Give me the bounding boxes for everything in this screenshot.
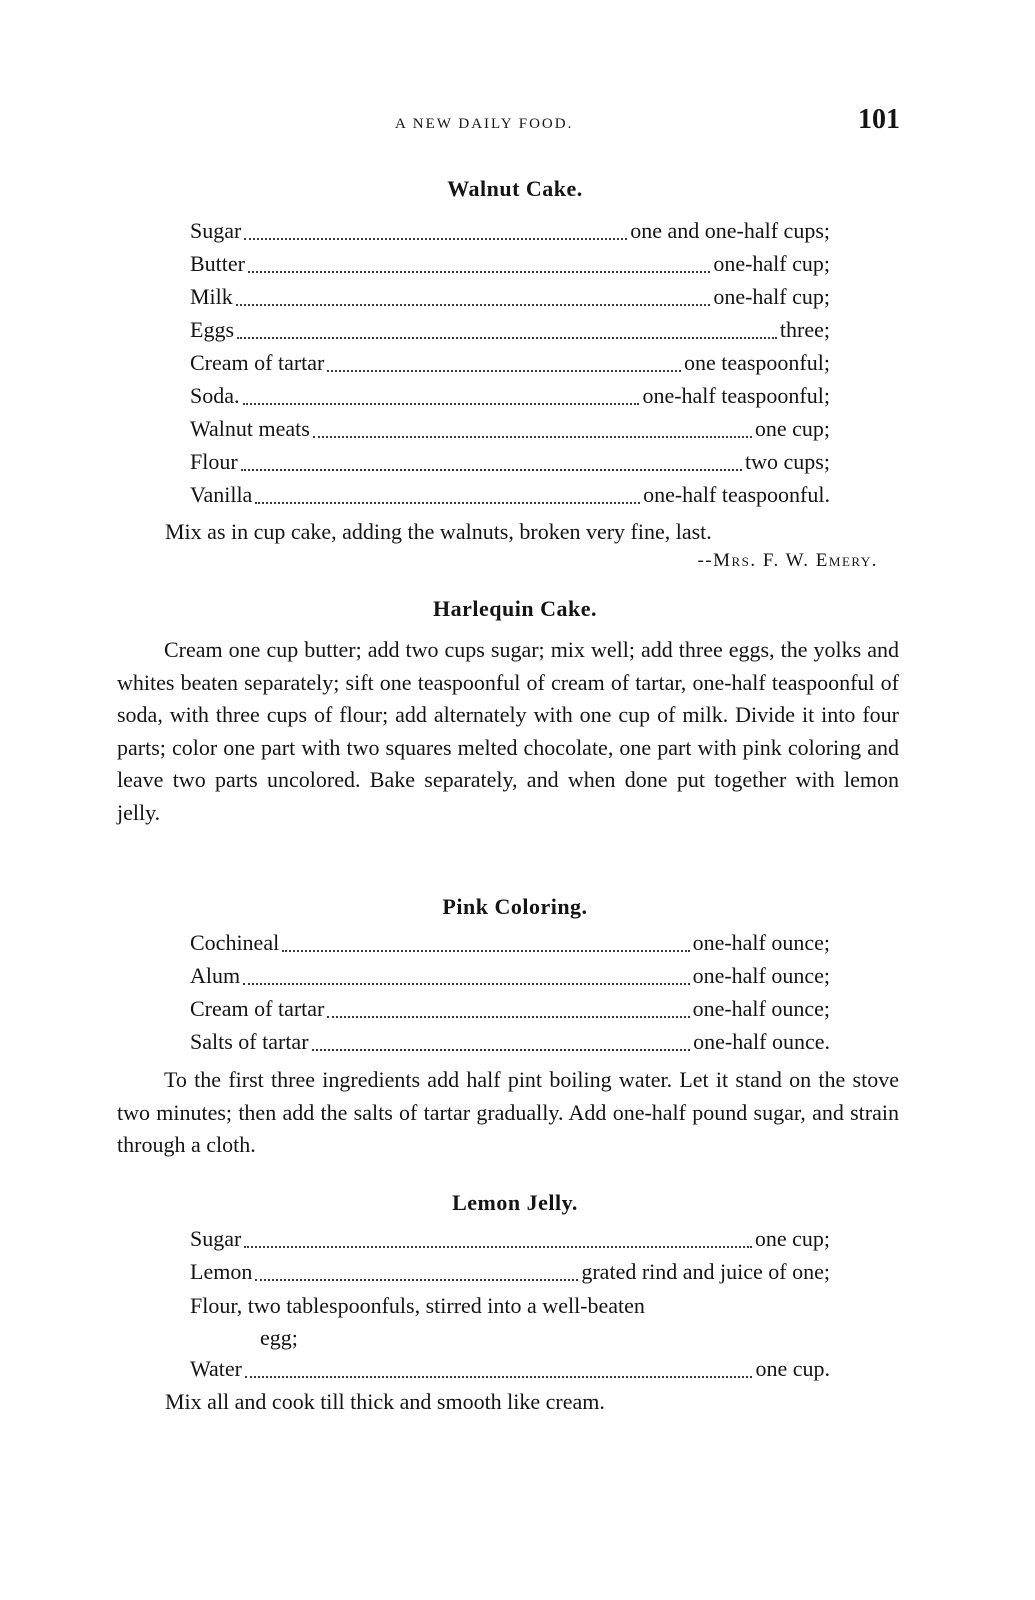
ingredient-row — [190, 214, 830, 247]
dot-leader — [244, 230, 627, 240]
ingredient-amount: one-half ounce; — [692, 930, 830, 955]
ingredient-row — [190, 280, 830, 313]
dot-leader — [243, 395, 640, 405]
lemon-jelly-title: Lemon Jelly. — [452, 1190, 578, 1215]
ingredient-amount: three; — [779, 317, 830, 342]
ingredient-name: Cochineal — [190, 930, 280, 955]
ingredient-row — [190, 1352, 830, 1385]
ingredient-name: Salts of tartar — [190, 1029, 309, 1054]
pink-coloring-text: To the first three ingredients add half pint boiling water. Let it stand on the stove two minutes; then add the salts of tartar gradually. Add one-half pound sugar, and strain through a cloth. — [117, 1067, 899, 1157]
attribution: --Mrs. F. W. Emery. — [697, 550, 878, 571]
dot-leader — [236, 296, 711, 306]
ingredient-row — [190, 346, 830, 379]
ingredient-amount: one cup; — [754, 1226, 830, 1251]
ingredient-row — [190, 478, 830, 511]
dot-leader — [244, 1238, 752, 1248]
dot-leader — [327, 362, 681, 372]
ingredient-name: Flour — [190, 449, 238, 474]
dot-leader — [245, 1368, 752, 1378]
ingredient-row — [190, 313, 830, 346]
page-number: 101 — [858, 104, 900, 135]
ingredient-row — [190, 992, 830, 1025]
ingredient-row — [190, 247, 830, 280]
dot-leader — [255, 1271, 578, 1281]
ingredient-amount: one-half teaspoonful. — [643, 482, 830, 507]
dot-leader — [248, 263, 710, 273]
dot-leader — [282, 942, 689, 952]
ingredient-amount: one-half ounce; — [692, 963, 830, 988]
ingredient-row — [190, 379, 830, 412]
ingredient-row — [190, 1222, 830, 1255]
pink-coloring-title: Pink Coloring. — [442, 894, 588, 919]
ingredient-amount: one-half cup; — [713, 284, 830, 309]
ingredient-name: Sugar — [190, 218, 242, 243]
ingredient-amount: grated rind and juice of one; — [581, 1259, 830, 1284]
ingredient-name: Water — [190, 1356, 242, 1381]
walnut-cake-note: Mix as in cup cake, adding the walnuts, broken very fine, last. — [165, 519, 712, 544]
dot-leader — [313, 428, 752, 438]
ingredient-amount: one teaspoonful; — [683, 350, 830, 375]
running-head — [0, 104, 1035, 144]
ingredient-amount: one-half ounce. — [693, 1029, 830, 1054]
ingredient-name: Alum — [190, 963, 241, 988]
dot-leader — [237, 329, 777, 339]
ingredient-name: Eggs — [190, 317, 234, 342]
ingredient-name: Vanilla — [190, 482, 253, 507]
dot-leader — [312, 1041, 691, 1051]
dot-leader — [327, 1008, 689, 1018]
lemon-jelly-note: Mix all and cook till thick and smooth like cream. — [165, 1389, 605, 1414]
ingredient-amount: one-half cup; — [713, 251, 830, 276]
pink-coloring-ingredients — [190, 926, 830, 1058]
ingredient-row — [190, 1255, 830, 1288]
ingredient-name: Lemon — [190, 1259, 253, 1284]
ingredient-name: Sugar — [190, 1226, 242, 1251]
harlequin-cake-text: Cream one cup butter; add two cups sugar; mix well; add three eggs, the yolks and whites beaten separately; sift one teaspoonful of cream of tartar, one-half teaspoonful of soda, with three cups of flour; add alternately with one cup of milk. Divide it into four parts; color one part with two squares melted chocolate, one part with pink coloring and leave two parts uncolored. Bake separately, and when done put together with lemon jelly. — [117, 637, 899, 825]
lemon-jelly-ingredients — [190, 1222, 830, 1288]
dot-leader — [241, 461, 742, 471]
ingredient-name: Walnut meats — [190, 416, 310, 441]
running-title: A NEW DAILY FOOD. — [395, 116, 574, 132]
flour-line: Flour, two tablespoonfuls, stirred into a well-beaten — [190, 1293, 645, 1318]
ingredient-row — [190, 1025, 830, 1058]
ingredient-amount: one cup; — [754, 416, 830, 441]
ingredient-row — [190, 412, 830, 445]
ingredient-row — [190, 959, 830, 992]
dot-leader — [243, 975, 689, 985]
ingredient-row — [190, 926, 830, 959]
walnut-cake-ingredients — [190, 214, 830, 511]
ingredient-name: Soda. — [190, 383, 240, 408]
ingredient-amount: one cup. — [755, 1356, 830, 1381]
flour-line-continuation: egg; — [260, 1325, 298, 1350]
ingredient-amount: one-half teaspoonful; — [642, 383, 830, 408]
ingredient-amount: two cups; — [745, 449, 830, 474]
walnut-cake-title: Walnut Cake. — [447, 176, 583, 201]
ingredient-name: Cream of tartar — [190, 996, 325, 1021]
harlequin-cake-title: Harlequin Cake. — [433, 596, 597, 621]
ingredient-name: Butter — [190, 251, 245, 276]
ingredient-row — [190, 445, 830, 478]
ingredient-name: Cream of tartar — [190, 350, 325, 375]
lemon-jelly-water — [190, 1352, 830, 1385]
ingredient-amount: one-half ounce; — [692, 996, 830, 1021]
dot-leader — [255, 494, 640, 504]
ingredient-name: Milk — [190, 284, 233, 309]
ingredient-amount: one and one-half cups; — [630, 218, 830, 243]
